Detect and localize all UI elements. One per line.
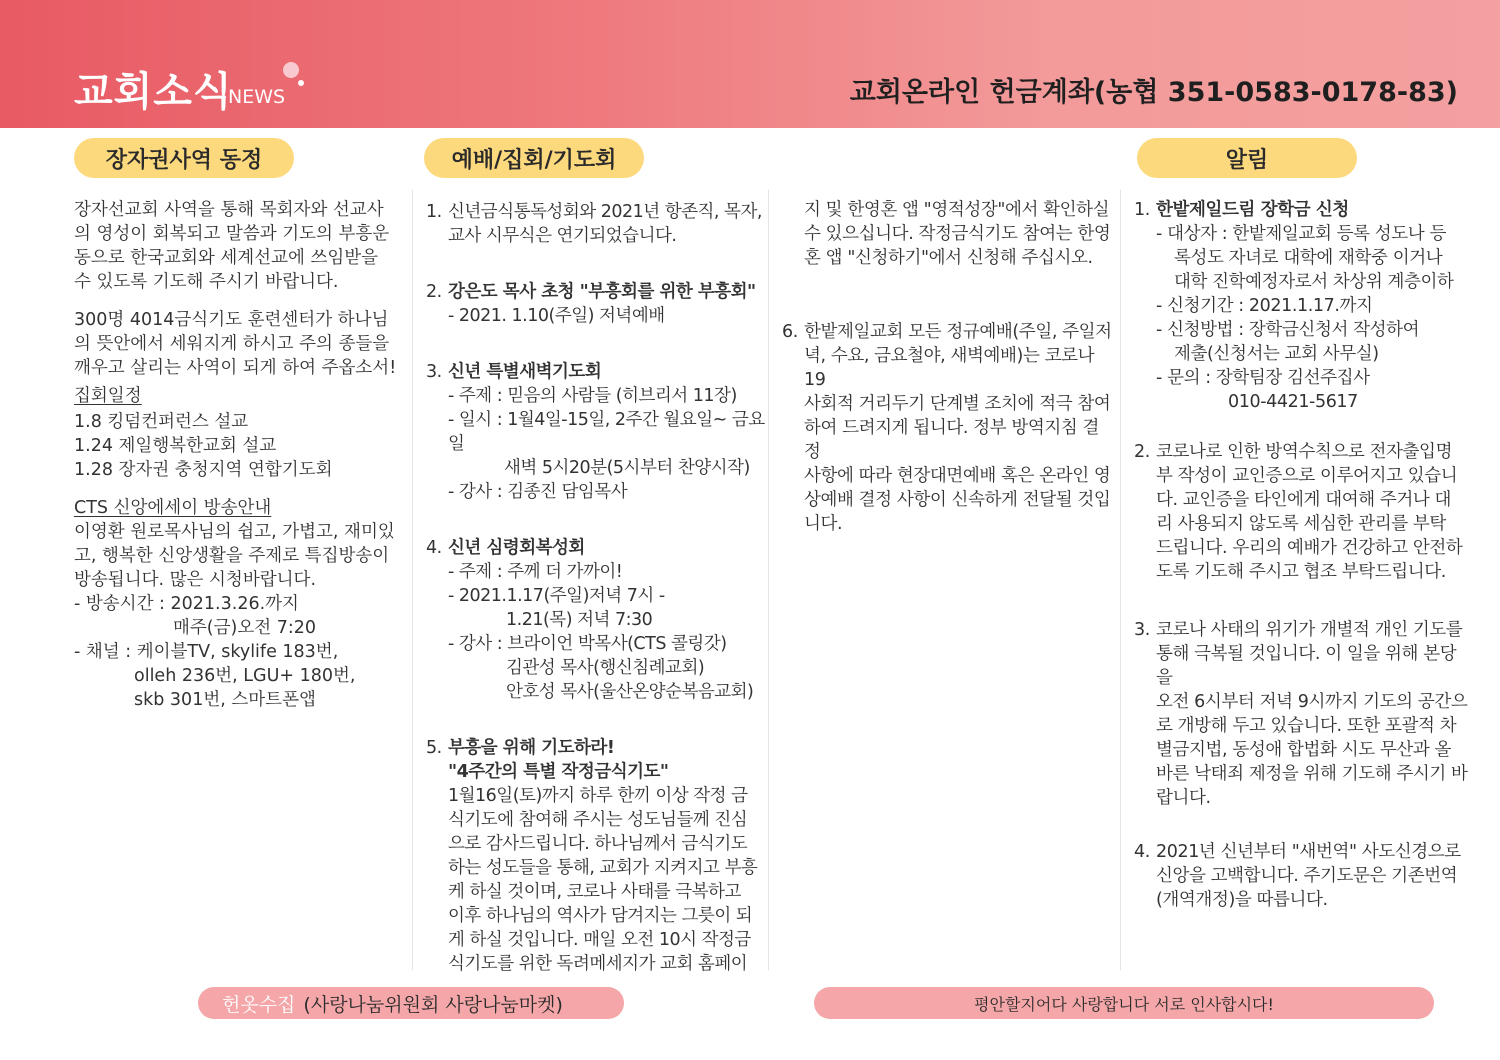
clothing-collection-text: (사랑나눔위원회 사랑나눔마켓)	[303, 993, 563, 1016]
notice-item-1: 1. 한밭제일드림 장학금 신청 - 대상자 : 한밭제일교회 등록 성도나 등 록성도 자녀로 대학에 재학중 이거나 대학 진학예정자로서 차상위 계층이하 - 신청기간 : 2021.1.17.까지 - 신청방법 : 장학금신청서 작성하여 제출(신청서는 교회 사무실) - 문의 : 장학팀장 김선주집사 010-4421-5617	[1134, 200, 1454, 412]
schedule-list: 1.8 킹덤컨퍼런스 설교 1.24 제일행복한교회 설교 1.28 장자권 충청지역 연합기도회	[74, 412, 333, 480]
section-pill-ministry: 장자권사역 동정	[74, 138, 294, 178]
worship-item-5-continued: 지 및 한영혼 앱 "영적성장"에서 확인하실 수 있으십니다. 작정금식기도 참여는 한영 혼 앱 "신청하기"에서 신청해 주십시오.	[804, 200, 1111, 268]
news-title: 교회소식	[74, 69, 233, 115]
column-ministry	[74, 198, 404, 712]
notice-item-2: 2. 코로나로 인한 방역수칙으로 전자출입명 부 작성이 교인증으로 이루어지고 있습니 다. 교인증을 타인에게 대여해 주거나 대 리 사용되지 않도록 세심한 관리를 부탁 드립니다. 우리의 예배가 건강하고 안전하 도록 기도해 주시고 협조 부탁드립니다.	[1134, 442, 1463, 582]
greeting-banner: 평안할지어다 사랑합니다 서로 인사합시다!	[814, 987, 1434, 1019]
ministry-paragraph-1: 장자선교회 사역을 통해 목회자와 선교사 의 영성이 회복되고 말씀과 기도의 부흥운 동으로 한국교회와 세계선교에 쓰임받을 수 있도록 기도해 주시기 바랍니다.	[74, 200, 390, 292]
section-pill-notice: 알림	[1137, 138, 1357, 178]
clothing-collection-label: 헌옷수집	[222, 993, 296, 1016]
ministry-paragraph-2: 300명 4014금식기도 훈련센터가 하나님 의 뜻안에서 세워지게 하시고 주의 종들을 깨우고 살리는 사역이 되게 하여 주옵소서!	[74, 310, 397, 378]
notice-item-4: 4. 2021년 신년부터 "새번역" 사도신경으로 신앙을 고백합니다. 주기도문은 기존번역 (개역개정)을 따릅니다.	[1134, 842, 1461, 910]
column-worship-continued	[782, 198, 1112, 536]
schedule-heading: 집회일정	[74, 386, 142, 406]
worship-item-4: 4. 신년 심령회복성회 - 주제 : 주께 더 가까이! - 2021.1.17(주일)저녁 7시 - 1.21(목) 저녁 7:30 - 강사 : 브라이언 박목사(CTS 콜링갓) 김관성 목사(행신침례교회) 안호성 목사(울산온양순복음교회)	[426, 538, 754, 702]
cts-body: 이영환 원로목사님의 쉽고, 가볍고, 재미있 고, 행복한 신앙생활을 주제로 특집방송이 방송됩니다. 많은 시청바랍니다. - 방송시간 : 2021.3.26.까지 매주(금)오전 7:20 - 채널 : 케이블TV, skylife 183번, olleh 236번, LGU+ 180번, skb 301번, 스마트폰앱	[74, 522, 395, 710]
notice-item-3: 3. 코로나 사태의 위기가 개별적 개인 기도를 통해 극복될 것입니다. 이 일을 위해 본당을 오전 6시부터 저녁 9시까지 기도의 공간으 로 개방해 두고 있습니다. 또한 포괄적 차 별금지법, 동성애 합법화 시도 무산과 올 바른 낙태죄 제정을 위해 기도해 주시기 바 랍니다.	[1134, 620, 1468, 808]
worship-item-2: 2. 강은도 목사 초청 "부흥회를 위한 부흥회" - 2021. 1.10(주일) 저녁예배	[426, 282, 756, 326]
section-pill-worship: 예배/집회/기도회	[424, 138, 644, 178]
column-notice	[1134, 198, 1469, 912]
column-divider	[412, 190, 413, 970]
column-divider	[768, 190, 769, 970]
offering-account: 교회온라인 헌금계좌(농협 351-0583-0178-83)	[849, 77, 1458, 108]
column-worship	[426, 200, 766, 976]
worship-item-1: 1. 신년금식통독성회와 2021년 항존직, 목자, 교사 시무식은 연기되었습니다.	[426, 202, 762, 246]
news-subtitle: NEWS	[228, 86, 286, 108]
column-divider	[1120, 190, 1121, 970]
decorative-dot-small	[298, 80, 304, 86]
cts-heading: CTS 신앙에세이 방송안내	[74, 498, 272, 518]
header-banner	[0, 0, 1500, 128]
worship-item-6: 6. 한밭제일교회 모든 정규예배(주일, 주일저 녁, 수요, 금요철야, 새벽예배)는 코로나19 사회적 거리두기 단계별 조치에 적극 참여 하여 드려지게 됩니다. 정부 방역지침 결정 사항에 따라 현장대면예배 혹은 온라인 영 상예배 결정 사항이 신속하게 전달될 것입 니다.	[782, 322, 1112, 534]
worship-item-3: 3. 신년 특별새벽기도회 - 주제 : 믿음의 사람들 (히브리서 11장) - 일시 : 1월4일-15일, 2주간 월요일~ 금요일 새벽 5시20분(5시부터 찬양시작) - 강사 : 김종진 담임목사	[426, 362, 765, 502]
worship-item-5: 5. 부흥을 위해 기도하라! "4주간의 특별 작정금식기도" 1월16일(토)까지 하루 한끼 이상 작정 금 식기도에 참여해 주시는 성도님들께 진심 으로 감사드립니다. 하나님께서 금식기도 하는 성도들을 통해, 교회가 지켜지고 부흥 케 하실 것이며, 코로나 사태를 극복하고 이후 하나님의 역사가 담겨지는 그릇이 되 게 하실 것입니다. 매일 오전 10시 작정금 식기도를 위한 독려메세지가 교회 홈페이	[426, 738, 758, 974]
clothing-collection-banner	[198, 987, 624, 1019]
decorative-dot	[283, 62, 299, 78]
